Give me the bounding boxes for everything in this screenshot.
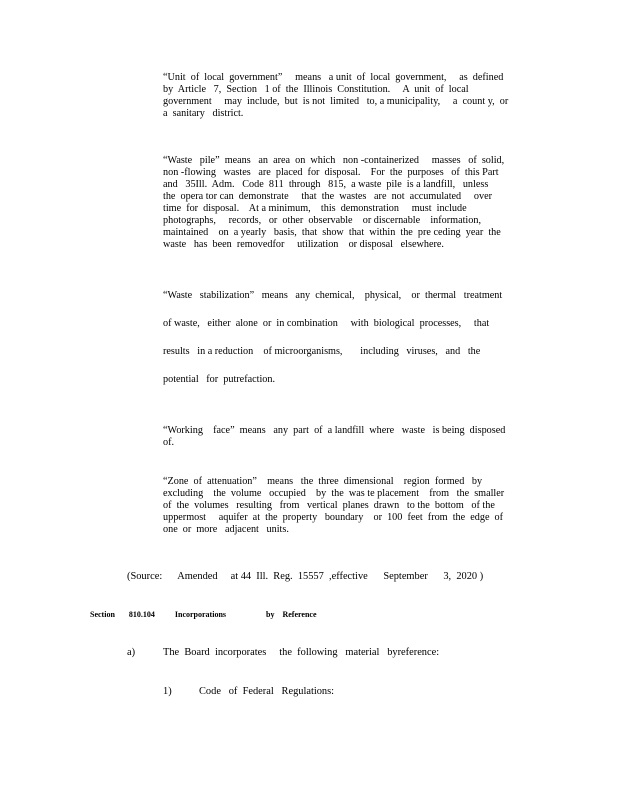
text-line: “Zone of attenuation” means the three dimensional region formed by [163, 476, 483, 487]
text-line: maintained on a yearly basis, that show that within the pre ceding year the [163, 227, 501, 238]
text-line: potential for putrefaction. [163, 374, 276, 385]
text-line: excluding the volume occupied by the was te placement from the smaller [163, 488, 505, 499]
definition-unit-of-local-government [163, 72, 508, 120]
subsection-label: a) [127, 647, 136, 658]
text-line: of the volumes resulting from vertical planes drawn to the bottom of the [163, 500, 495, 511]
text-line: of waste, either alone or in combination with biological processes, that [163, 318, 490, 329]
text-line: one or more adjacent units. [163, 524, 289, 535]
definition-zone-of-attenuation [163, 476, 504, 536]
text-line: “Unit of local government” means a unit of local government, as defined [163, 72, 504, 83]
text-line: and 35Ill. Adm. Code 811 through 815, a waste pile is a landfill, unless [163, 179, 489, 190]
text-line: a sanitary district. [163, 108, 244, 119]
item-text: Code of Federal Regulations: [199, 686, 335, 697]
text-line: by Article 7, Section 1 of the Illinois Constitution. A unit of local [163, 84, 469, 95]
text-line: uppermost aquifer at the property boundary or 100 feet from the edge of [163, 512, 504, 523]
definition-working-face [163, 425, 505, 449]
source-note: (Source: Amended at 44 Ill. Reg. 15557 ,effective September 3, 2020 ) [127, 571, 484, 582]
text-line: photographs, records, or other observable or discernable information, [163, 215, 481, 226]
text-line: the opera tor can demonstrate that the wastes are not accumulated over [163, 191, 492, 202]
text-line: “Waste pile” means an area on which non -containerized masses of solid, [163, 155, 505, 166]
text-line: results in a reduction of microorganisms, including viruses, and the [163, 346, 481, 357]
text-line: “Working face” means any part of a landfill where waste is being disposed [163, 425, 506, 436]
definition-waste-stabilization [163, 290, 502, 402]
text-line: waste has been removedfor utilization or disposal elsewhere. [163, 239, 444, 250]
text-line: non -flowing wastes are placed for disposal. For the purposes of this Part [163, 167, 499, 178]
text-line: of. [163, 437, 175, 448]
text-line: government may include, but is not limited to, a municipality, a count y, or [163, 96, 509, 107]
item-label: 1) [163, 686, 172, 697]
text-line: time for disposal. At a minimum, this demonstration must include [163, 203, 467, 214]
section-heading: Section 810.104 Incorporations by Reference [90, 610, 317, 619]
text-line: “Waste stabilization” means any chemical, physical, or thermal treatment [163, 290, 503, 301]
subsection-text: The Board incorporates the following material byreference: [163, 647, 440, 658]
definition-waste-pile [163, 155, 504, 251]
